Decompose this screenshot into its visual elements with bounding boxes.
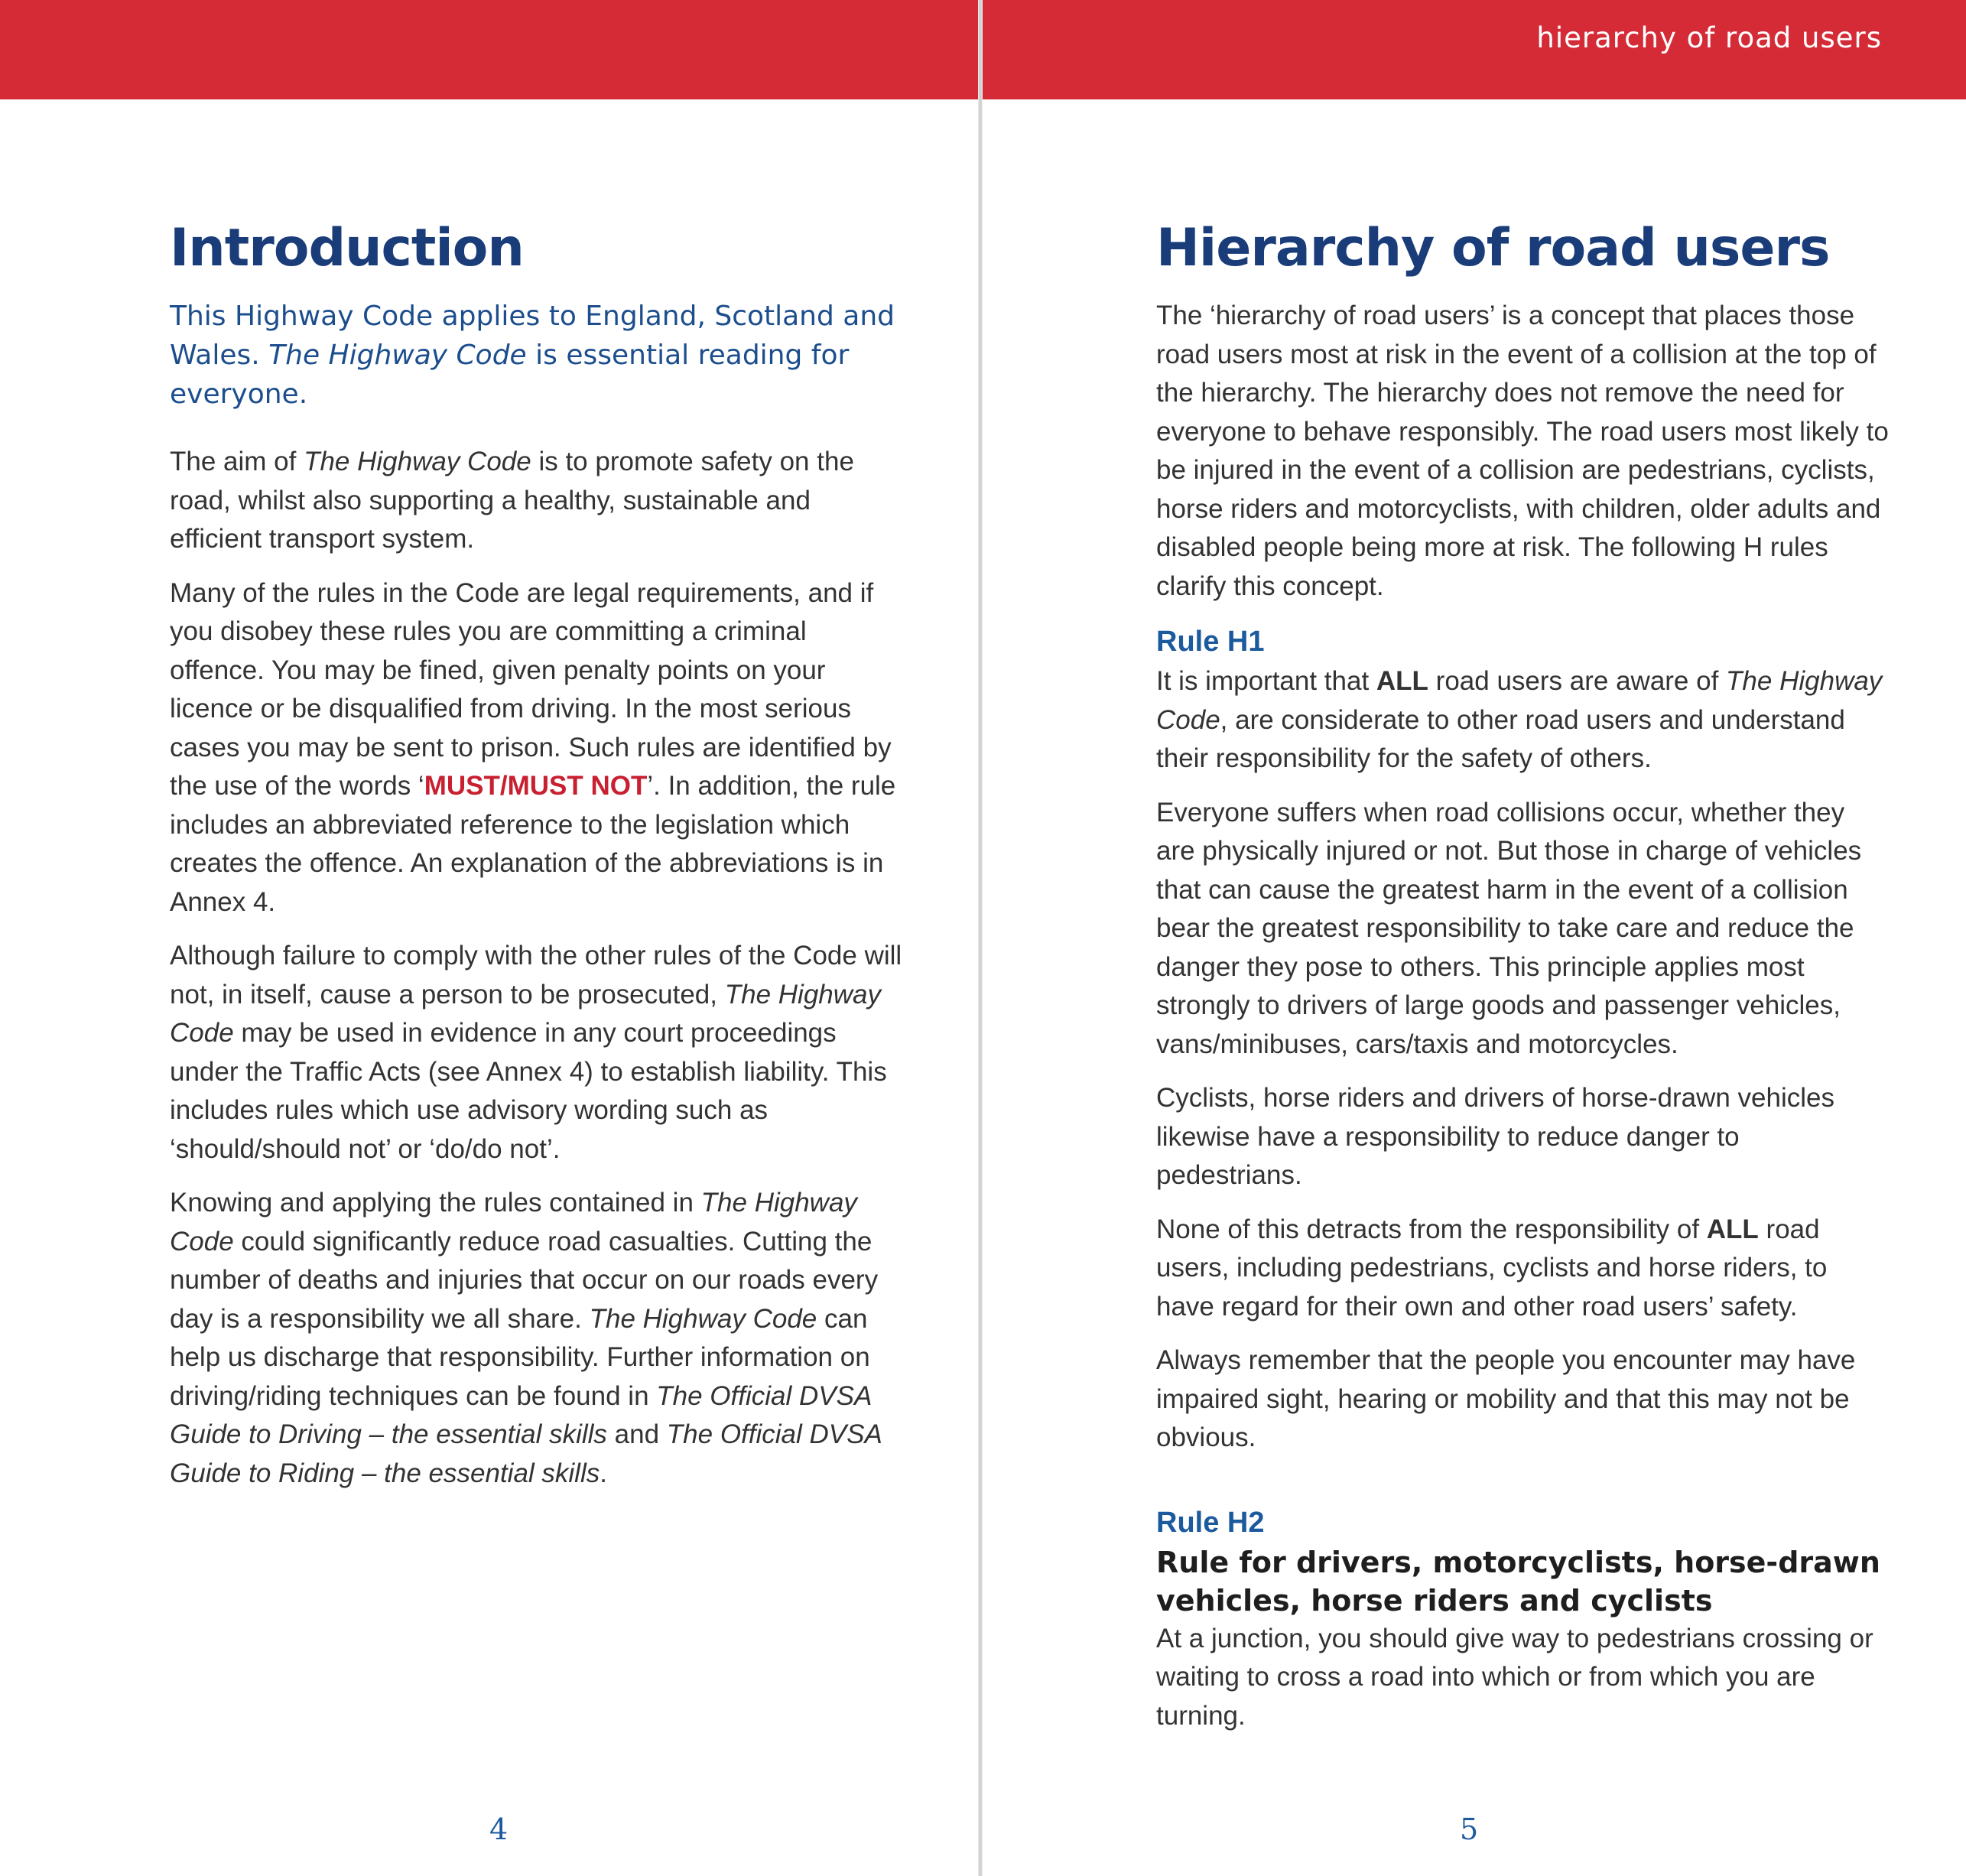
- header-band: [0, 0, 980, 99]
- page-title: Hierarchy of road users: [1156, 218, 1830, 278]
- left-page: [0, 0, 980, 1876]
- text: road users, including pedestrians, cyclists and horse riders, to have regard for their own and other road users’ safety.: [1156, 1214, 1828, 1322]
- italic-title: The Highway Code: [170, 1188, 857, 1257]
- italic-title: The Highway Code: [589, 1303, 817, 1334]
- lead-text-end: is essential reading for everyone.: [170, 340, 850, 410]
- text: road users are aware of: [1428, 666, 1727, 696]
- paragraph-advisory: [170, 937, 904, 1169]
- text: Although failure to comply with the other rules of the Code will not, in itself, cause a person to be prosecuted,: [170, 941, 902, 1010]
- text: can help us discharge that responsibility. Further information on driving/riding techniques can be found in: [170, 1303, 870, 1411]
- left-content: [170, 218, 904, 1508]
- page-title: Introduction: [170, 218, 524, 278]
- text: could significantly reduce road casualties. Cutting the number of deaths and injuries that occur on our roads every day is a responsibility we all share.: [170, 1226, 879, 1334]
- rule-paragraph: Everyone suffers when road collisions occur, whether they are physically injured or not. But those in charge of vehicles that can cause the greatest harm in the event of a collision bear the greatest responsibility to take care and reduce the danger they pose to others. This principle applies most strongly to drivers of large goods and passenger vehicles, vans/minibuses, cars/taxis and motorcycles.: [1156, 797, 1862, 1059]
- italic-title: The Highway Code: [170, 979, 881, 1048]
- text: may be used in evidence in any court proceedings under the Traffic Acts (see Annex 4) to establish liability. This includes rules which use advisory wording such as ‘should/should not’ or ‘do/do not’.: [170, 1018, 887, 1164]
- book-gutter: [978, 0, 983, 1876]
- paragraph-knowing: [170, 1184, 904, 1493]
- paragraph-legal: [170, 574, 904, 922]
- page-number: 5: [1460, 1813, 1479, 1846]
- text: The aim of: [170, 447, 304, 476]
- italic-book-title: The Official DVSA Guide to Riding – the essential skills: [170, 1419, 882, 1488]
- text: It is important that: [1156, 666, 1376, 696]
- text: None of this detracts from the responsibility of: [1156, 1214, 1707, 1244]
- running-head: hierarchy of road users: [1536, 21, 1882, 54]
- rule-title: Rule H1: [1156, 626, 1265, 658]
- page-number: 4: [489, 1813, 509, 1846]
- rule-paragraph: [1156, 1211, 1890, 1327]
- header-band: [980, 0, 1966, 99]
- lead-paragraph: [170, 297, 904, 414]
- paragraph-aim: [170, 443, 904, 559]
- rule-h2: [1156, 1502, 1890, 1736]
- text: and: [606, 1419, 667, 1449]
- bold-emphasis: ALL: [1706, 1214, 1759, 1244]
- text: Knowing and applying the rules contained in: [170, 1188, 701, 1218]
- rule-h1: [1156, 621, 1890, 1458]
- rule-title: Rule H2: [1156, 1506, 1265, 1539]
- text: is to promote safety on the road, whilst also supporting a healthy, sustainable and efficient transport system.: [170, 447, 854, 554]
- bold-emphasis: ALL: [1376, 666, 1428, 696]
- text: ’. In addition, the rule includes an abbreviated reference to the legislation which creates the offence. An explanation of the abbreviations is in Annex 4.: [170, 771, 896, 917]
- rule-paragraph: Always remember that the people you encounter may have impaired sight, hearing or mobility and that this may not be obvious.: [1156, 1345, 1856, 1452]
- right-page: [980, 0, 1966, 1876]
- italic-book-title: The Official DVSA Guide to Driving – the essential skills: [170, 1380, 872, 1449]
- lead-text: This Highway Code applies to England, Scotland and Wales.: [170, 301, 895, 371]
- text: .: [600, 1458, 607, 1488]
- text: Many of the rules in the Code are legal requirements, and if you disobey these rules you are committing a criminal offence. You may be fined, given penalty points on your licence or be disqualified from driving. In the most serious cases you may be sent to prison. Such rules are identified by the use of the words ‘: [170, 577, 892, 801]
- right-content: [1156, 218, 1890, 1780]
- italic-title: The Highway Code: [1156, 666, 1883, 735]
- must-emphasis: MUST/MUST NOT: [424, 771, 648, 801]
- lead-italic-title: The Highway Code: [268, 340, 527, 371]
- hierarchy-intro: The ‘hierarchy of road users’ is a concept that places those road users most at risk in the event of a collision at the top of the hierarchy. The hierarchy does not remove the need for everyone to behave responsibly. The road users most likely to be injured in the event of a collision are pedestrians, cyclists, horse riders and motorcyclists, with children, older adults and disabled people being more at risk. The following H rules clarify this concept.: [1156, 301, 1889, 601]
- rule-subtitle: Rule for drivers, motorcyclists, horse-drawn vehicles, horse riders and cyclists: [1156, 1545, 1880, 1618]
- rule-paragraph: [1156, 662, 1890, 779]
- text: , are considerate to other road users and understand their responsibility for the safety of others.: [1156, 704, 1845, 773]
- rule-paragraph: Cyclists, horse riders and drivers of horse-drawn vehicles likewise have a responsibility to reduce danger to pedestrians.: [1156, 1083, 1834, 1190]
- italic-title: The Highway Code: [304, 447, 531, 476]
- rule-paragraph: At a junction, you should give way to pedestrians crossing or waiting to cross a road into which or from which you are turning.: [1156, 1623, 1873, 1731]
